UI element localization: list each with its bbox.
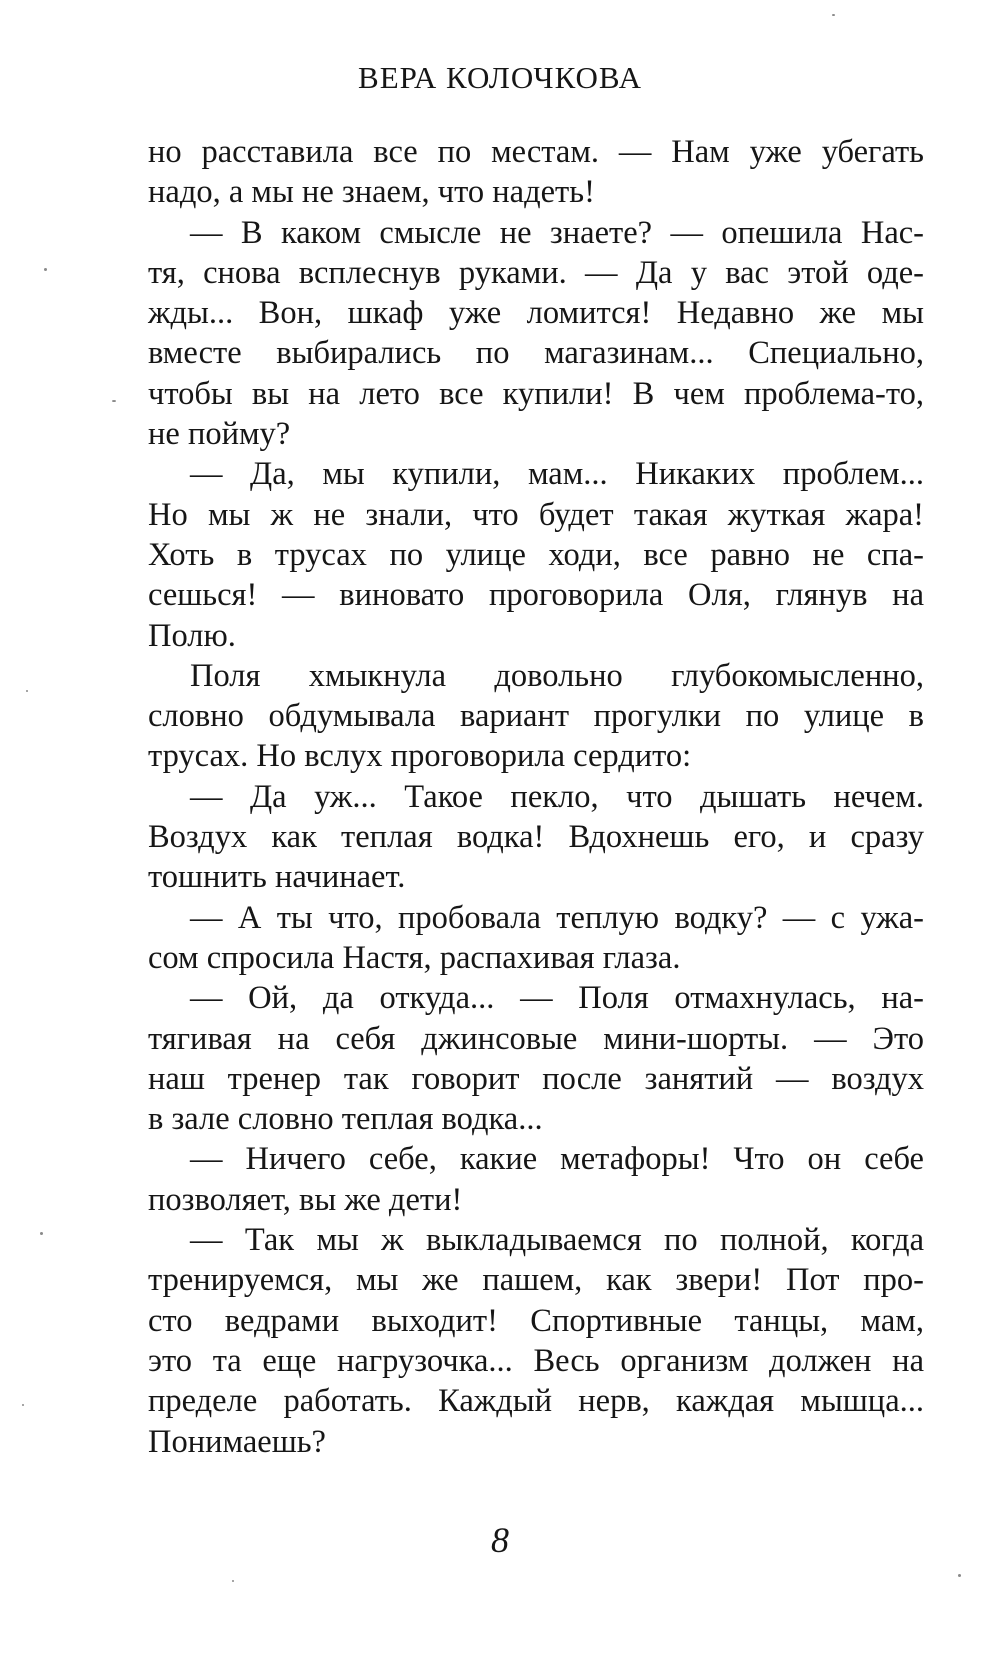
text-line: Полю. — [148, 617, 236, 654]
text-line: — А ты что, пробовала теплую водку? — с ужа- — [190, 899, 924, 936]
text-line: — Так мы ж выкладываемся по полной, когда — [190, 1222, 924, 1259]
text-line: Воздух как теплая водка! Вдохнешь его, и сразу — [148, 819, 924, 856]
text-line: Понимаешь? — [148, 1423, 326, 1460]
text-line: тягивая на себя джинсовые мини-шорты. — Это — [148, 1020, 924, 1057]
text-line: Хоть в трусах по улице ходи, все равно не спа- — [148, 536, 924, 573]
scan-speck — [40, 1232, 43, 1235]
text-line: — Ничего себе, какие метафоры! Что он себе — [190, 1141, 924, 1178]
text-line: — Да, мы купили, мам... Никаких проблем... — [190, 456, 924, 493]
body-text — [148, 132, 924, 1462]
text-line: это та еще нагрузочка... Весь организм должен на — [148, 1342, 924, 1379]
text-line: тя, снова всплеснув руками. — Да у вас этой оде- — [148, 254, 924, 291]
scan-speck — [832, 14, 835, 16]
text-line: сешься! — виновато проговорила Оля, глянув на — [148, 577, 924, 614]
text-line: словно обдумывала вариант прогулки по улице в — [148, 698, 924, 735]
text-line: наш тренер так говорит после занятий — воздух — [148, 1060, 924, 1097]
text-line: вместе выбирались по магазинам... Специально, — [148, 335, 924, 372]
text-line: чтобы вы на лето все купили! В чем проблема-то, — [148, 375, 924, 412]
text-line: сто ведрами выходит! Спортивные танцы, мам, — [148, 1302, 924, 1339]
scan-speck — [26, 690, 28, 692]
text-line: жды... Вон, шкаф уже ломится! Недавно же мы — [148, 295, 924, 332]
text-line: Поля хмыкнула довольно глубокомысленно, — [190, 657, 924, 694]
running-head: ВЕРА КОЛОЧКОВА — [358, 60, 642, 95]
text-line: сом спросила Настя, распахивая глаза. — [148, 939, 681, 976]
text-line: — Ой, да откуда... — Поля отмахнулась, на- — [190, 980, 924, 1017]
scan-speck — [22, 1404, 24, 1406]
scan-speck — [112, 400, 116, 402]
scan-speck — [44, 268, 47, 271]
text-line: позволяет, вы же дети! — [148, 1181, 463, 1218]
page-number: 8 — [491, 1520, 509, 1560]
text-line: в зале словно теплая водка... — [148, 1101, 543, 1138]
text-line: тошнить начинает. — [148, 859, 406, 896]
text-line: — В каком смысле не знаете? — опешила Нас- — [190, 214, 924, 251]
text-line: трусах. Но вслух проговорила сердито: — [148, 738, 692, 775]
text-line: тренируемся, мы же пашем, как звери! Пот про- — [148, 1262, 924, 1299]
scan-speck — [232, 1580, 234, 1582]
scan-speck — [958, 1574, 961, 1577]
text-line: не пойму? — [148, 416, 291, 453]
text-line: надо, а мы не знаем, что надеть! — [148, 174, 595, 211]
text-line: — Да уж... Такое пекло, что дышать нечем. — [190, 778, 924, 815]
text-line: пределе работать. Каждый нерв, каждая мышца... — [148, 1383, 924, 1420]
text-line: Но мы ж не знали, что будет такая жуткая жара! — [148, 496, 924, 533]
text-line: но расставила все по местам. — Нам уже убегать — [148, 134, 924, 170]
